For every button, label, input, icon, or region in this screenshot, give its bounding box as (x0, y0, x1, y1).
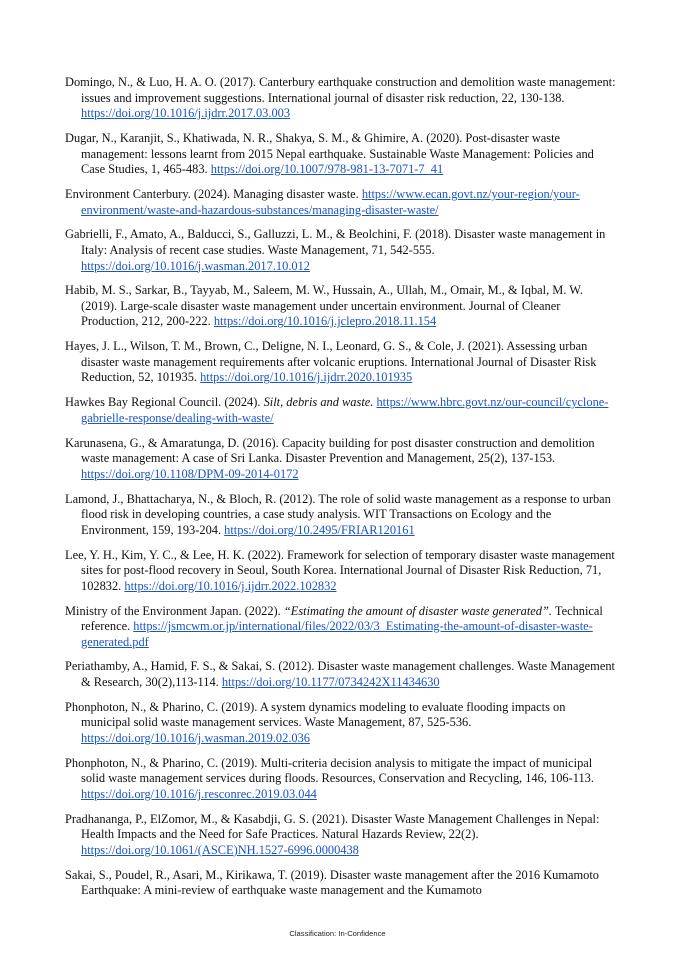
reference-entry: Phonphoton, N., & Pharino, C. (2019). Multi-criteria decision analysis to mitigate the impact of municipal solid waste management services during floods. Resources, Conservation and Recycling, 146, 106-113. https://doi.org/10.1016/j.resconrec.2019.03.044 (65, 755, 594, 801)
reference-link[interactable]: https://doi.org/10.1108/DPM-09-2014-0172 (81, 466, 299, 481)
reference-link[interactable]: https://doi.org/10.1177/0734242X11434630 (221, 675, 440, 690)
reference-entry: Hayes, J. L., Wilson, T. M., Brown, C., Deligne, N. I., Leonard, G. S., & Cole, J. (2021). Assessing urban disaster waste management requirements after volcanic eruptions. International Journal of Disaster Risk Reduction, 52, 101935. https://doi.org/10.1016/j.ijdrr.2020.101935 (65, 339, 597, 385)
reference-link[interactable]: https://doi.org/10.1016/j.resconrec.2019.03.044 (81, 787, 317, 801)
reference-entry: Dugar, N., Karanjit, S., Khatiwada, N. R., Shakya, S. M., & Ghimire, A. (2020). Post-disaster waste management: lessons learnt from 2015 Nepal earthquake. Sustainable Waste Management: Policies and Case Studies, 1, 465-483. https://doi.org/10.1007/978-981-13-7071-7_41 (65, 130, 594, 177)
reference-entry: Environment Canterbury. (2024). Managing disaster waste. https://www.ecan.govt.nz/your-region/your-environment/waste-and-hazardous-substances/managing-disaster-waste/ (65, 186, 580, 217)
reference-entry: Ministry of the Environment Japan. (2022). “Estimating the amount of disaster waste generated”. Technical reference. https://jsmcwm.or.jp/international/files/2022/03/3_Estimating-the-amount-of-disaster-waste-generated.pdf (65, 603, 603, 649)
reference-link[interactable]: https://doi.org/10.1016/j.ijdrr.2020.101935 (200, 370, 413, 385)
reference-entry: Karunasena, G., & Amaratunga, D. (2016). Capacity building for post disaster construction and demolition waste management: A case of Sri Lanka. Disaster Prevention and Management, 25(2), 137-153. https://doi.org/10.1108/DPM-09-2014-0172 (65, 435, 595, 481)
reference-entry: Lee, Y. H., Kim, Y. C., & Lee, H. K. (2022). Framework for selection of temporary disaster waste management sites for post-flood recovery in Seoul, South Korea. International Journal of Disaster Risk Reduction, 71, 102832. https://doi.org/10.1016/j.ijdrr.2022.102832 (65, 547, 615, 593)
reference-link[interactable]: https://jsmcwm.or.jp/international/files/2022/03/3_Estimating-the-amount-of-disaster-waste-generated.pdf (81, 619, 593, 649)
reference-entry: Phonphoton, N., & Pharino, C. (2019). A system dynamics modeling to evaluate flooding impacts on municipal solid waste management services. Waste Management, 87, 525-536. https://doi.org/10.1016/j.wasman.2019.02.036 (65, 699, 566, 746)
reference-title-italic: “Estimating the amount of disaster waste generated”. (283, 603, 552, 618)
reference-link[interactable]: https://doi.org/10.1016/j.ijdrr.2017.03.003 (81, 106, 291, 121)
reference-entry: Lamond, J., Bhattacharya, N., & Bloch, R. (2012). The role of solid waste management as a response to urban flood risk in developing countries, a case study analysis. WIT Transactions on Ecology and the Environment, 159, 193-204. https://doi.org/10.2495/FRIAR120161 (65, 491, 611, 537)
reference-link[interactable]: https://doi.org/10.1016/j.ijdrr.2022.102832 (124, 578, 337, 593)
reference-list (65, 75, 617, 908)
reference-link[interactable]: https://doi.org/10.2495/FRIAR120161 (224, 522, 415, 537)
reference-entry: Sakai, S., Poudel, R., Asari, M., Kirikawa, T. (2019). Disaster waste management after the 2016 Kumamoto Earthquake: A mini-review of earthquake waste management and the Kumamoto (65, 867, 599, 898)
reference-link[interactable]: https://www.hbrc.govt.nz/our-council/cyclone-gabrielle-response/dealing-with-waste/ (81, 395, 609, 425)
reference-title-italic: Silt, debris and waste. (263, 395, 374, 410)
reference-entry: Domingo, N., & Luo, H. A. O. (2017). Canterbury earthquake construction and demolition waste management: issues and improvement suggestions. International journal of disaster risk reduction, 22, 130-138. https://doi.org/10.1016/j.ijdrr.2017.03.003 (65, 75, 616, 121)
reference-entry: Hawkes Bay Regional Council. (2024). Silt, debris and waste. https://www.hbrc.govt.nz/our-council/cyclone-gabrielle-response/dealing-with-waste/ (65, 395, 609, 425)
reference-link[interactable]: https://doi.org/10.1016/j.wasman.2017.10.012 (81, 258, 310, 273)
reference-link[interactable]: https://www.ecan.govt.nz/your-region/your-environment/waste-and-hazardous-substances/managing-disaster-waste/ (81, 186, 580, 217)
reference-entry: Pradhananga, P., ElZomor, M., & Kasabdji, G. S. (2021). Disaster Waste Management Challenges in Nepal: Health Impacts and the Need for Safe Practices. Natural Hazards Review, 22(2). https://doi.org/10.1061/(ASCE)NH.1527-6996.0000438 (65, 811, 600, 857)
reference-link[interactable]: https://doi.org/10.1061/(ASCE)NH.1527-6996.0000438 (81, 842, 359, 857)
reference-entry: Gabrielli, F., Amato, A., Balducci, S., Galluzzi, L. M., & Beolchini, F. (2018). Disaster waste management in Italy: Analysis of recent case studies. Waste Management, 71, 542-555. https://doi.org/10.1016/j.wasman.2017.10.012 (65, 227, 606, 273)
reference-link[interactable]: https://doi.org/10.1016/j.jclepro.2018.11.154 (213, 314, 437, 329)
reference-entry: Periathamby, A., Hamid, F. S., & Sakai, S. (2012). Disaster waste management challenges. Waste Management & Research, 30(2),113-114. https://doi.org/10.1177/0734242X11434630 (65, 659, 615, 690)
reference-link[interactable]: https://doi.org/10.1007/978-981-13-7071-7_41 (210, 162, 444, 177)
reference-link[interactable]: https://doi.org/10.1016/j.wasman.2019.02.036 (81, 731, 310, 746)
classification-footer: Classification: In-Confidence (289, 929, 386, 938)
reference-entry: Habib, M. S., Sarkar, B., Tayyab, M., Saleem, M. W., Hussain, A., Ullah, M., Omair, M., & Iqbal, M. W. (2019). Large-scale disaster waste management under uncertain environment. Journal of Cleaner Production, 212, 200-222. https://doi.org/10.1016/j.jclepro.2018.11.154 (65, 283, 583, 329)
